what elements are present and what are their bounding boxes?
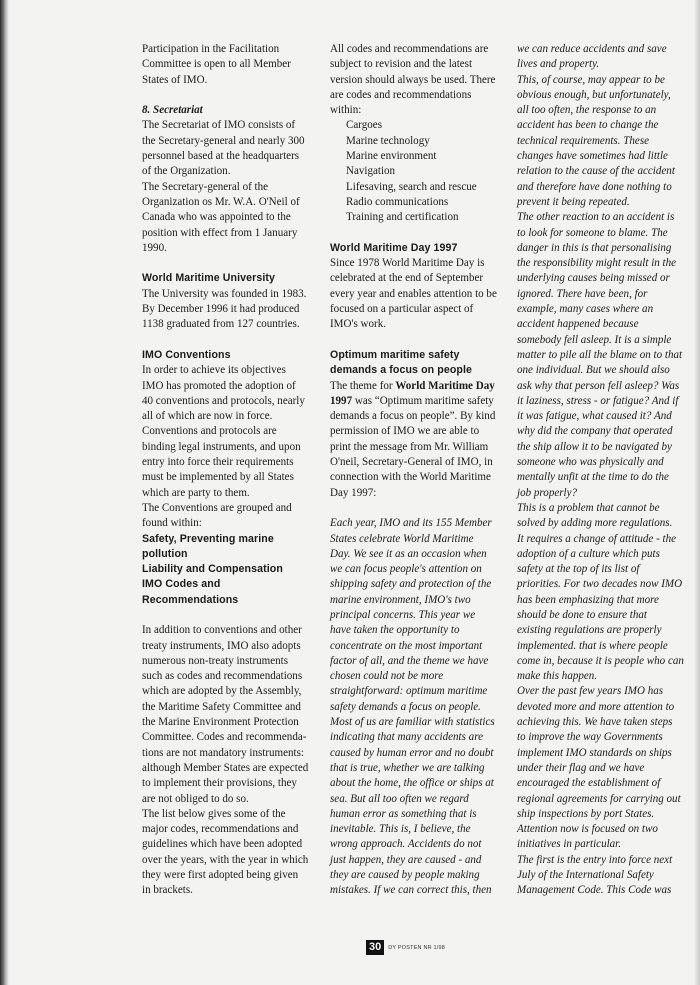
quote-line: about the home, the office or ships at — [330, 777, 494, 790]
text-line: which are party to them. — [142, 486, 250, 499]
text-line: States of IMO. — [142, 73, 208, 86]
quote-line: It requires a change of attitude - the — [517, 532, 677, 545]
quote-line: to look for someone to blame. The — [517, 226, 668, 239]
quote-line: ship inspections by port States. — [517, 807, 655, 820]
convention-group: Recommendations — [142, 593, 239, 606]
text-line: Since 1978 World Maritime Day is — [330, 257, 485, 270]
quote-line: inevitable. This is, I believe, the — [330, 823, 471, 836]
text-line: such as codes and recommendations — [142, 670, 303, 683]
quote-line: This, of course, may appear to be — [517, 73, 665, 86]
text-line: position with effect from 1 January — [142, 226, 298, 239]
text-line: major codes, recommendations and — [142, 823, 299, 836]
quote-line: achieving this. We have taken steps — [517, 716, 673, 729]
page-footer — [366, 940, 445, 955]
quote-line: safety at the top of its list of — [517, 563, 640, 576]
list-item: Navigation — [346, 165, 396, 178]
quote-line: the responsibility might result in the — [517, 257, 677, 270]
quote-line: mistakes. If we can correct this, then — [330, 884, 492, 897]
quote-line: ignored. There have been, for — [517, 287, 648, 300]
quote-line: we can reduce accidents and save — [517, 43, 667, 55]
text-line: Canada who was appointed to the — [142, 211, 291, 224]
convention-group: pollution — [142, 547, 188, 560]
quote-line: come in, because it is people who can — [517, 654, 684, 667]
convention-group: Safety, Preventing marine — [142, 532, 274, 545]
publication-name: DY POSTEN NR 1/98 — [388, 944, 446, 951]
heading-optimum-safety: Optimum maritime safety — [330, 348, 460, 361]
convention-group: IMO Codes and — [142, 578, 221, 591]
text-line: over the years, with the year in which — [142, 853, 309, 866]
text-line: Participation in the Facilitation — [142, 43, 280, 55]
text-line: In order to achieve its objectives — [142, 364, 286, 377]
quote-line: under their flag and we have — [517, 761, 645, 774]
text-line: entry into force their requirements — [142, 456, 294, 469]
quote-line: encouraged the establishment of — [517, 777, 661, 790]
text-line: subject to revision and the latest — [330, 58, 473, 71]
heading-world-maritime-day: World Maritime Day 1997 — [330, 241, 458, 254]
quote-line: This is a problem that cannot be — [517, 501, 660, 514]
list-item: Marine environment — [346, 150, 437, 163]
text-line: demands a focus on people”. By kind — [330, 410, 496, 423]
text-line: the Maritime Safety Committee and — [142, 700, 301, 713]
quote-line: ask why that person fell asleep? Was — [517, 379, 680, 392]
column-1 — [142, 42, 317, 899]
quote-line: they are caused by people making — [330, 869, 480, 882]
text-line: Organization os Mr. W.A. O'Neil of — [142, 195, 300, 208]
text-line: in brackets. — [142, 884, 193, 897]
text-line: Committee. Codes and recommenda- — [142, 731, 307, 744]
text-line: must be implemented by all States — [142, 471, 294, 484]
text-line: permission of IMO we are able to — [330, 425, 480, 438]
quote-line: the ship allow it to be navigated by — [517, 440, 672, 453]
quote-line: chosen could not be more — [330, 670, 444, 683]
quote-line: accident happened because — [517, 318, 639, 331]
text-line: All codes and recommendations are — [330, 43, 489, 55]
quote-line: regional agreements for carrying out — [517, 792, 681, 805]
quote-line: implement IMO standards on ships — [517, 746, 672, 759]
quote-line: it laziness, stress - or fatigue? And if — [517, 394, 679, 407]
binding-edge-shadow — [0, 0, 9, 985]
quote-line: solved by adding more regulations. — [517, 517, 673, 530]
heading-imo-conventions: IMO Conventions — [142, 348, 231, 361]
list-item: Cargoes — [346, 119, 382, 132]
text-line: Committee is open to all Member — [142, 58, 291, 71]
quote-line: sea. But all too often we regard — [330, 792, 469, 805]
quote-line: one individual. But we should also — [517, 364, 670, 377]
text-line: which are adopted by the Assembly, — [142, 685, 302, 698]
quote-line: factor of all, and the theme we have — [330, 654, 489, 667]
quote-line: make this happen. — [517, 670, 598, 683]
text-line: In addition to conventions and other — [142, 624, 302, 637]
text-line: version should always be used. There — [330, 73, 496, 86]
list-item: Marine technology — [346, 134, 430, 147]
text-line: The list below gives some of the — [142, 807, 286, 820]
list-item: Lifesaving, search and rescue — [346, 180, 477, 193]
text-line: 1997 was “Optimum maritime safety — [330, 394, 494, 407]
page-number: 30 — [366, 940, 384, 955]
quote-line: Management Code. This Code was — [517, 884, 672, 897]
quote-line: have taken the opportunity to — [330, 624, 460, 637]
quote-line: existing regulations are properly — [517, 624, 662, 637]
quote-line: implemented. that is where people — [517, 639, 668, 652]
quote-line: shipping safety and protection of the — [330, 578, 492, 591]
quote-line: wrong approach. Accidents do not — [330, 838, 482, 851]
quote-line: someone who was physically and — [517, 456, 664, 469]
quote-line: why did the company that operated — [517, 425, 673, 438]
quote-line: human error as something that is — [330, 807, 477, 820]
quote-line: and therefore have done nothing to — [517, 180, 672, 193]
text-line: to implement their provisions, they — [142, 777, 297, 790]
text-line: The University was founded in 1983. — [142, 287, 307, 300]
text-line: The theme for World Maritime Day — [330, 379, 495, 392]
quote-line: underlying causes being missed or — [517, 272, 670, 285]
text-line: The Secretariat of IMO consists of — [142, 119, 296, 132]
quote-line: we can focus people's attention on — [330, 563, 482, 576]
text-line: By December 1996 it had produced — [142, 303, 300, 316]
quote-line: indicating that many accidents are — [330, 731, 483, 744]
convention-group: Liability and Compensation — [142, 563, 283, 576]
quote-line: devoted more and more attention to — [517, 700, 675, 713]
quote-line: matter to pile all the blame on to that — [517, 348, 683, 361]
quote-line: Over the past few years IMO has — [517, 685, 664, 698]
text-line: IMO's work. — [330, 318, 386, 331]
quote-line: The first is the entry into force next — [517, 853, 673, 866]
text-line: are not obliged to do so. — [142, 792, 249, 805]
text-line: O'neil, Secretary-General of IMO, in — [330, 456, 493, 469]
quote-line: Day. We see it as an occasion when — [330, 547, 487, 560]
text-line: of the Organization. — [142, 165, 231, 178]
quote-line: somebody fell asleep. It is a simple — [517, 333, 672, 346]
quote-line: straightforward: optimum maritime — [330, 685, 488, 698]
quote-line: accident has been to change the — [517, 119, 659, 132]
text-line: found within: — [142, 517, 202, 530]
quote-line: changes have sometimes had little — [517, 150, 668, 163]
quote-line: The other reaction to an accident is — [517, 211, 675, 224]
heading-world-maritime-university: World Maritime University — [142, 272, 275, 285]
list-item: Radio communications — [346, 195, 449, 208]
quote-line: safety demands a focus on people. — [330, 700, 481, 713]
quote-line: principal concerns. This year we — [330, 608, 476, 621]
text-line: 1990. — [142, 241, 167, 254]
quote-line: obvious enough, but unfortunately, — [517, 88, 671, 101]
quote-line: technical requirements. These — [517, 134, 650, 147]
text-line: within: — [330, 104, 362, 117]
quote-line: that is true, whether we are talking — [330, 761, 485, 774]
text-line: are codes and recommendations — [330, 88, 472, 101]
quote-line: has been emphasizing that more — [517, 593, 659, 606]
text-line: 1138 graduated from 127 countries. — [142, 318, 300, 331]
quote-line: priorities. For two decades now IMO — [517, 578, 683, 591]
quote-line: all too often, the response to an — [517, 104, 657, 117]
list-item: Training and certification — [346, 211, 459, 224]
text-line: tions are not mandatory instruments: — [142, 746, 304, 759]
quote-line: Each year, IMO and its 155 Member — [330, 517, 492, 530]
text-line: The Conventions are grouped and — [142, 501, 292, 514]
text-line: IMO has promoted the adoption of — [142, 379, 296, 392]
quote-line: to improve the way Governments — [517, 731, 663, 744]
text-line: connection with the World Maritime — [330, 471, 491, 484]
text-line: treaty instruments, IMO also adopts — [142, 639, 301, 652]
quote-line: prevent it being repeated. — [517, 195, 630, 208]
text-line: print the message from Mr. William — [330, 440, 489, 453]
text-line: although Member States are expected — [142, 761, 309, 774]
text-line: 40 conventions and protocols, nearly — [142, 394, 305, 407]
text-line: focused on a particular aspect of — [330, 303, 474, 316]
quote-line: should be done to ensure that — [517, 608, 647, 621]
text-line: the Marine Environment Protection — [142, 716, 299, 729]
quote-line: States celebrate World Maritime — [330, 532, 474, 545]
quote-line: adoption of a culture which puts — [517, 547, 660, 560]
quote-line: initiatives in particular. — [517, 838, 622, 851]
text-line: personnel based at the headquarters — [142, 150, 300, 163]
quote-line: relation to the cause of the accident — [517, 165, 675, 178]
text-line: every year and enables attention to be — [330, 287, 497, 300]
text-line: all of which are now in force. — [142, 410, 273, 423]
column-3 — [517, 42, 695, 899]
text-line: Day 1997: — [330, 486, 377, 499]
quote-line: example, many cases where an — [517, 303, 654, 316]
quote-line: lives and property. — [517, 58, 600, 71]
text-line: the Secretary-general and nearly 300 — [142, 134, 305, 147]
quote-line: Most of us are familiar with statistics — [330, 716, 495, 729]
quote-line: July of the International Safety — [517, 869, 654, 882]
text-line: Conventions and protocols are — [142, 425, 277, 438]
quote-line: mentally unfit at the time to do the — [517, 471, 669, 484]
text-line: guidelines which have been adopted — [142, 838, 303, 851]
text-line: they were first adopted being given — [142, 869, 299, 882]
text-line: celebrated at the end of September — [330, 272, 484, 285]
quote-line: danger in this is that personalising — [517, 241, 672, 254]
quote-line: it was fatigue, what caused it? And — [517, 410, 672, 423]
heading-optimum-safety: demands a focus on people — [330, 364, 473, 377]
quote-line: marine environment, IMO's two — [330, 593, 471, 606]
heading-secretariat: 8. Secretariat — [142, 104, 203, 117]
quote-line: concentrate on the most important — [330, 639, 483, 652]
column-2 — [330, 42, 508, 899]
quote-line: job properly? — [517, 486, 578, 499]
quote-line: just happen, they are caused - and — [330, 853, 482, 866]
quote-line: Attention now is focused on two — [517, 823, 658, 836]
text-line: numerous non-treaty instruments — [142, 654, 289, 667]
text-line: The Secretary-general of the — [142, 180, 269, 193]
text-line: binding legal instruments, and upon — [142, 440, 301, 453]
quote-line: caused by human error and no doubt — [330, 746, 494, 759]
